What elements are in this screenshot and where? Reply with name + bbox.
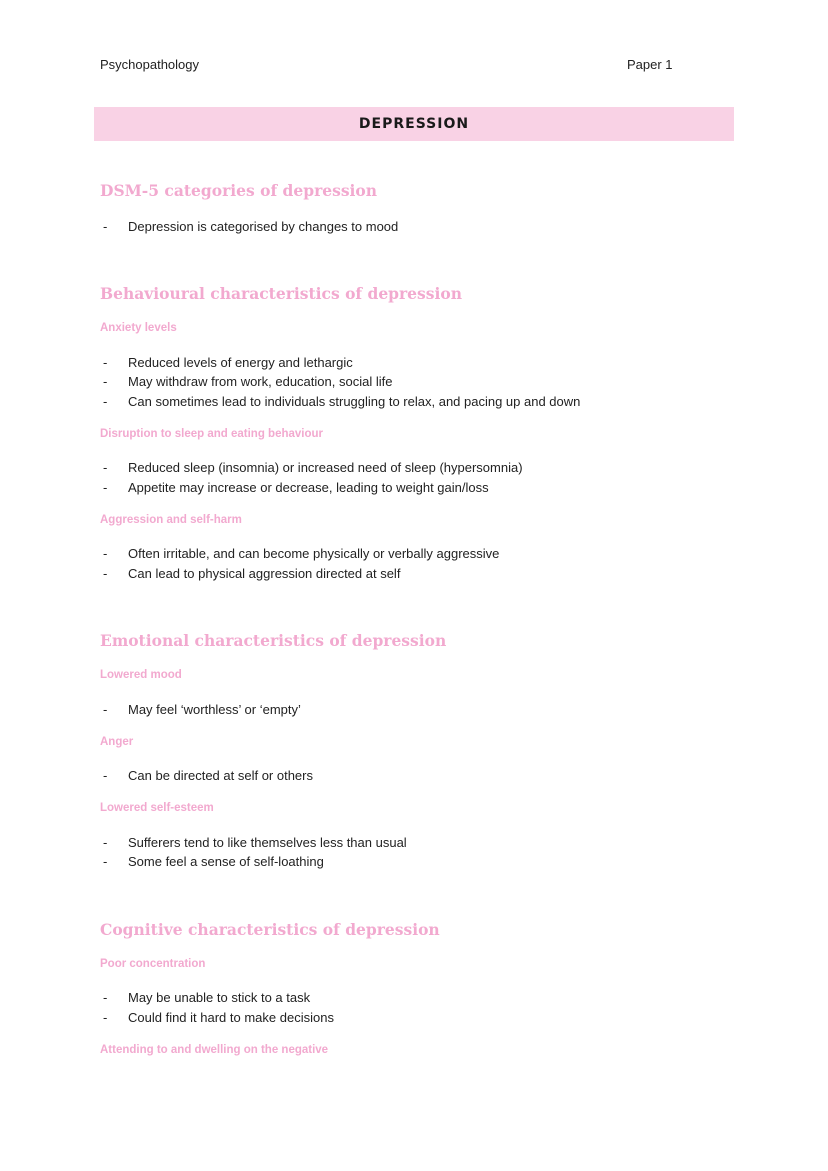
list-item: - Often irritable, and can become physically or verbally aggressive: [103, 546, 500, 561]
list-item: - Can be directed at self or others: [103, 768, 313, 783]
list-item: - May feel ‘worthless’ or ‘empty’: [103, 702, 301, 717]
header-subject: Psychopathology: [100, 57, 200, 72]
subheading-lowered-mood: Lowered mood: [100, 669, 182, 681]
section-title-emotional: Emotional characteristics of depression: [100, 631, 447, 650]
list-item: - Can lead to physical aggression directed at self: [103, 566, 401, 581]
subheading-negative: Attending to and dwelling on the negative: [100, 1044, 329, 1056]
subheading-self-esteem: Lowered self-esteem: [100, 802, 214, 814]
list-item: - Depression is categorised by changes to mood: [103, 219, 399, 234]
subheading-anxiety: Anxiety levels: [100, 322, 177, 334]
list-item: - Reduced sleep (insomnia) or increased need of sleep (hypersomnia): [103, 460, 523, 475]
section-title-behavioural: Behavioural characteristics of depression: [100, 284, 462, 303]
section-title-cognitive: Cognitive characteristics of depression: [100, 920, 440, 939]
header-paper: Paper 1: [627, 57, 673, 72]
subheading-sleep-eating: Disruption to sleep and eating behaviour: [100, 428, 323, 440]
list-item: - May be unable to stick to a task: [103, 990, 311, 1005]
list-item: - Can sometimes lead to individuals struggling to relax, and pacing up and down: [103, 394, 581, 409]
title-banner: [94, 107, 734, 141]
page-title: DEPRESSION: [358, 116, 470, 132]
subheading-concentration: Poor concentration: [100, 958, 206, 970]
subheading-anger: Anger: [100, 736, 134, 748]
subheading-aggression: Aggression and self-harm: [100, 514, 242, 526]
list-item: - Reduced levels of energy and lethargic: [103, 355, 353, 370]
list-item: - Sufferers tend to like themselves less than usual: [103, 835, 407, 850]
list-item: - Some feel a sense of self-loathing: [103, 854, 324, 869]
list-item: - Could find it hard to make decisions: [103, 1010, 334, 1025]
list-item: - May withdraw from work, education, social life: [103, 374, 393, 389]
section-title-dsm: DSM-5 categories of depression: [100, 181, 378, 200]
list-item: - Appetite may increase or decrease, leading to weight gain/loss: [103, 480, 489, 495]
